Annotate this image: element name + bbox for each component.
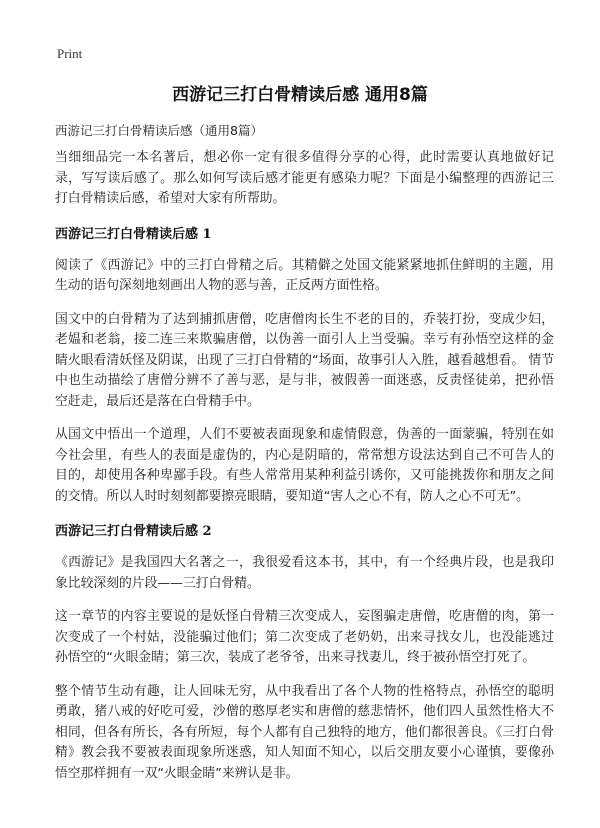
article-body (55, 148, 554, 797)
print-link[interactable]: Print (57, 46, 83, 61)
section-heading-1: 西游记三打白骨精读后感 1 (55, 226, 212, 242)
section-2-paragraph-3: 整个情节生动有趣，让人回味无穷，从中我看出了各个人物的性格特点，孙悟空的聪明勇敢，猪八戒的好吃可爱，沙僧的憨厚老实和唐僧的慈悲情怀，他们四人虽然性格大不相同，但各有所长，各有所短，每个人都有自己独特的地方，他们都很善良。《三打白骨精》教会我不要被表面现象所迷惑，知人知面不知心，以后交朋友要小心谨慎，要像孙悟空那样拥有一双“火眼金睛”来辨认是非。 (55, 683, 554, 781)
section-2-paragraph-2: 这一章节的内容主要说的是妖怪白骨精三次变成人，妄图骗走唐僧，吃唐僧的肉，第一次变成了一个村姑，没能骗过他们；第二次变成了老奶奶，出来寻找女儿，也没能逃过孙悟空的“火眼金睛；第三次，装成了老爷爷，出来寻找妻儿，终于被孙悟空打死了。 (55, 609, 554, 665)
section-heading-2: 西游记三打白骨精读后感 2 (55, 524, 212, 539)
page-subtitle: 西游记三打白骨精读后感（通用8篇） (55, 123, 263, 138)
section-1-paragraph-1: 阅读了《西游记》中的三打白骨精之后。其精僻之处国文能紧紧地抓住鲜明的主题，用生动的语句深刻地刻画出人物的恶与善，正反两方面性格。 (55, 257, 554, 293)
section-1-paragraph-3: 从国文中悟出一个道理，人们不要被表面现象和虚情假意，伪善的一面蒙骗，特别在如今社会里，有些人的表面是虚伪的，内心是阴暗的，常常想方设法达到自己不可告人的目的，却使用各种卑鄙手段。有些人常常用某种利益引诱你，又可能挑拨你和朋友之间的交情。所以人时时刻刻都要擦亮眼睛，要知道“害人之心不有，防人之心不可无”。 (55, 427, 554, 504)
page-title: 西游记三打白骨精读后感 通用8篇 (172, 85, 428, 105)
section-1-paragraph-2: 国文中的白骨精为了达到捕抓唐僧，吃唐僧肉长生不老的目的，乔装打扮，变成少妇，老媪和老翁，接二连三来欺骗唐僧，以伪善一面引人上当受骗。幸亏有孙悟空这样的金睛火眼看清妖怪及阴谋，出现了三打白骨精的“场面，故事引人入胜，越看越想看。 情节中也生动描绘了唐僧分辨不了善与恶，是与非，被假善一面迷惑，反责怪徒弟，把孙悟空赶走，最后还是落在白骨精手中。 (55, 311, 554, 409)
section-2-paragraph-1: 《西游记》是我国四大名著之一，我很爱看这本书，其中，有一个经典片段，也是我印象比较深刻的片段——三打白骨精。 (55, 555, 554, 591)
intro-paragraph: 当细细品完一本名著后，想必你一定有很多值得分享的心得，此时需要认真地做好记录，写写读后感了。那么如何写读后感才能更有感染力呢？下面是小编整理的西游记三打白骨精读后感，希望对大家有所帮助。 (55, 150, 554, 206)
